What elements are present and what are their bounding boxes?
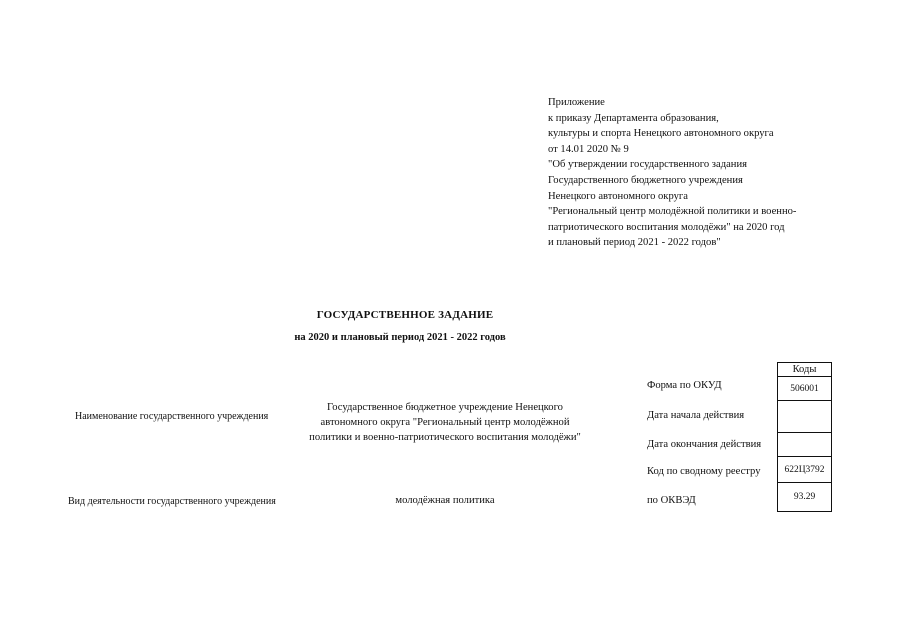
document-title: ГОСУДАРСТВЕННОЕ ЗАДАНИЕ (316, 309, 494, 321)
document-subtitle: на 2020 и плановый период 2021 - 2022 годов (294, 332, 506, 343)
registry-code: 622Ц3792 (778, 457, 832, 483)
registry-code-label: Код по сводному реестру (647, 466, 761, 477)
institution-name: Государственное бюджетное учреждение Ненецкого автономного округа "Региональный центр молодёжной политики и военно-патриотического воспитания молодёжи" (309, 402, 581, 443)
appendix-line: "Об утверждении государственного задания (548, 159, 747, 171)
institution-label: Наименование государственного учреждения (75, 411, 269, 422)
end-date-label: Дата окончания действия (647, 439, 762, 450)
end-date-code (778, 433, 832, 457)
appendix-line: "Региональный центр молодёжной политики и военно- (548, 206, 797, 218)
appendix-line: патриотического воспитания молодёжи" на 2020 год (548, 221, 785, 233)
appendix-line: Приложение (548, 97, 605, 108)
appendix-line: Ненецкого автономного округа (548, 190, 688, 202)
appendix-line: и плановый период 2021 - 2022 годов" (548, 237, 721, 249)
appendix-line: к приказу Департамента образования, (548, 112, 719, 124)
activity-label: Вид деятельности государственного учреждения (68, 496, 276, 507)
okved-code: 93.29 (778, 483, 832, 512)
appendix-block (548, 95, 848, 251)
appendix-line: культуры и спорта Ненецкого автономного округа (548, 128, 774, 140)
codes-header: Коды (778, 363, 832, 377)
okud-code: 506001 (778, 377, 832, 401)
start-date-code (778, 401, 832, 433)
activity-value: молодёжная политика (395, 495, 495, 506)
codes-table (777, 362, 832, 512)
okved-label: по ОКВЭД (647, 495, 696, 506)
appendix-line: от 14.01 2020 № 9 (548, 143, 629, 155)
okud-label: Форма по ОКУД (647, 380, 722, 391)
start-date-label: Дата начала действия (647, 410, 745, 421)
appendix-line: Государственного бюджетного учреждения (548, 174, 743, 186)
